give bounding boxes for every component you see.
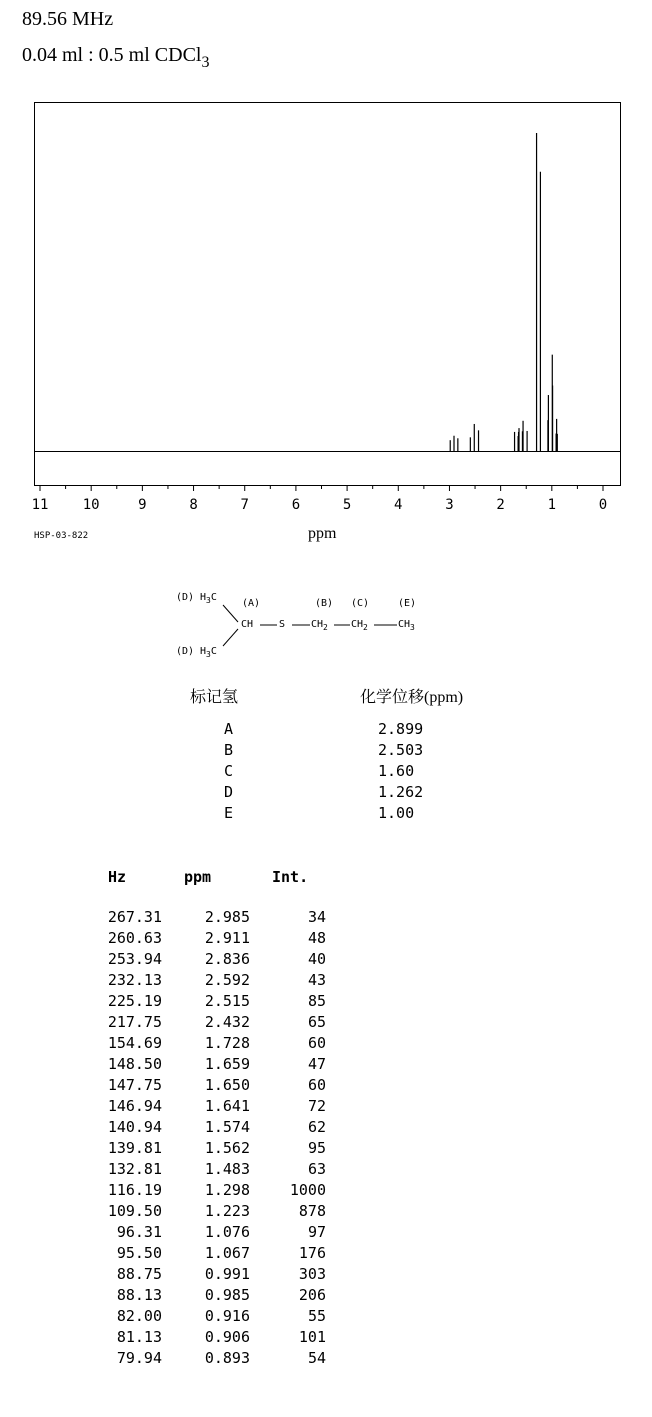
peak-hz: 260.63 <box>107 929 162 947</box>
peak-intensity: 60 <box>307 1076 326 1094</box>
peak-row <box>90 1328 350 1349</box>
peak-ppm: 2.592 <box>204 971 250 989</box>
x-tick-label: 10 <box>82 497 100 513</box>
x-tick-label: 3 <box>445 497 454 513</box>
peak-row <box>90 1244 350 1265</box>
peak-hz: 148.50 <box>107 1055 162 1073</box>
molecule-structure <box>170 588 450 668</box>
methyl-bottom: $H_3C$ <box>200 646 217 659</box>
peak-hz: 217.75 <box>107 1013 162 1031</box>
proton-label: D <box>224 783 234 801</box>
atom-ch2-b: $CH_2$ <box>311 619 328 632</box>
atom-ch3: $CH_3$ <box>398 619 415 632</box>
proton-label: B <box>224 741 234 759</box>
peak-header-ppm: ppm <box>184 868 212 886</box>
peak-row <box>90 1097 350 1118</box>
label-b: (B) <box>315 598 334 609</box>
peak-ppm: 2.836 <box>204 950 250 968</box>
peak-row <box>90 908 350 929</box>
x-tick-label: 4 <box>394 497 403 513</box>
header-chemical-shift: 化学位移(ppm) <box>360 689 464 706</box>
peak-intensity: 60 <box>307 1034 326 1052</box>
x-tick-label: 9 <box>138 497 147 513</box>
solvent-subscript: 3 <box>201 54 210 71</box>
chemical-shift-value: 2.899 <box>378 720 424 738</box>
peak-hz: 88.75 <box>116 1265 162 1283</box>
peak-intensity: 72 <box>307 1097 326 1115</box>
peak-row <box>90 1139 350 1160</box>
atom-ch: CH <box>241 619 254 630</box>
chemical-shift-value: 1.00 <box>378 804 415 822</box>
peak-ppm: 1.562 <box>204 1139 250 1157</box>
peak-hz: 147.75 <box>107 1076 162 1094</box>
peak-ppm: 1.641 <box>204 1097 250 1115</box>
peak-ppm: 0.906 <box>204 1328 250 1346</box>
proton-label: C <box>224 762 234 780</box>
peak-hz: 139.81 <box>107 1139 162 1157</box>
peak-ppm: 0.991 <box>204 1265 250 1283</box>
atom-ch2-c: $CH_2$ <box>351 619 368 632</box>
spectrum-peaks <box>450 133 557 451</box>
peak-hz: 253.94 <box>107 950 162 968</box>
peak-ppm: 0.985 <box>204 1286 250 1304</box>
peak-ppm: 1.067 <box>204 1244 250 1262</box>
peak-ppm: 2.911 <box>204 929 250 947</box>
peak-header-hz: Hz <box>108 868 127 886</box>
atom-s: S <box>279 619 286 630</box>
peak-intensity: 176 <box>298 1244 326 1262</box>
peak-ppm: 2.515 <box>204 992 250 1010</box>
x-tick-label: 1 <box>547 497 557 513</box>
assignment-row <box>180 762 500 783</box>
peak-row <box>90 1055 350 1076</box>
peak-hz: 79.94 <box>116 1349 162 1367</box>
peak-ppm: 1.728 <box>204 1034 250 1052</box>
peak-row <box>90 992 350 1013</box>
peak-header-int: Int. <box>272 868 309 886</box>
peak-intensity: 1000 <box>289 1181 326 1199</box>
peak-ppm: 0.893 <box>204 1349 250 1367</box>
peak-hz: 88.13 <box>116 1286 162 1304</box>
peak-ppm: 1.574 <box>204 1118 250 1136</box>
x-tick-label: 11 <box>31 497 49 513</box>
peak-ppm: 1.659 <box>204 1055 250 1073</box>
x-axis-label: ppm <box>308 525 337 542</box>
peak-hz: 95.50 <box>116 1244 162 1262</box>
peak-hz: 146.94 <box>107 1097 162 1115</box>
bond-top-methyl <box>223 605 238 622</box>
sample-code: HSP-03-822 <box>34 531 89 541</box>
peak-row <box>90 1013 350 1034</box>
peak-hz: 154.69 <box>107 1034 162 1052</box>
label-a: (A) <box>242 598 261 609</box>
peak-hz: 96.31 <box>116 1223 162 1241</box>
peak-row <box>90 1349 350 1370</box>
x-tick-label: 6 <box>291 497 301 513</box>
peak-hz: 232.13 <box>107 971 162 989</box>
spectrometer-frequency: 89.56 MHz <box>22 8 114 30</box>
peak-intensity: 34 <box>307 908 326 926</box>
peak-intensity: 40 <box>307 950 326 968</box>
peak-row <box>90 929 350 950</box>
peak-intensity: 55 <box>307 1307 326 1325</box>
peak-ppm: 1.298 <box>204 1181 250 1199</box>
peak-intensity: 43 <box>307 971 326 989</box>
peak-row <box>90 1076 350 1097</box>
peak-row <box>90 950 350 971</box>
peak-hz: 82.00 <box>116 1307 162 1325</box>
chemical-shift-value: 1.60 <box>378 762 415 780</box>
peak-ppm: 1.650 <box>204 1076 250 1094</box>
assignment-row <box>180 741 500 762</box>
x-tick-label: 5 <box>342 497 352 513</box>
plot-frame <box>35 103 621 486</box>
label-c: (C) <box>351 598 370 609</box>
peak-intensity: 54 <box>307 1349 326 1367</box>
peak-hz: 132.81 <box>107 1160 162 1178</box>
peak-intensity: 47 <box>307 1055 326 1073</box>
peak-hz: 267.31 <box>107 908 162 926</box>
peak-row <box>90 1118 350 1139</box>
proton-label: A <box>224 720 234 738</box>
solvent-text: 0.04 ml : 0.5 ml CDCl <box>22 44 202 66</box>
peak-row <box>90 1265 350 1286</box>
methyl-top: $H_3C$ <box>200 592 217 605</box>
peak-intensity: 878 <box>298 1202 326 1220</box>
peak-row <box>90 1034 350 1055</box>
x-tick-label: 0 <box>598 497 608 513</box>
bond-bottom-methyl <box>223 629 238 646</box>
peak-ppm: 2.432 <box>204 1013 250 1031</box>
peak-intensity: 95 <box>307 1139 326 1157</box>
peak-intensity: 62 <box>307 1118 326 1136</box>
peak-intensity: 97 <box>307 1223 326 1241</box>
peak-row <box>90 1160 350 1181</box>
peak-intensity: 65 <box>307 1013 326 1031</box>
peak-intensity: 303 <box>298 1265 326 1283</box>
header-proton-label: 标记氢 <box>190 689 239 706</box>
peak-row <box>90 971 350 992</box>
peak-intensity: 101 <box>298 1328 326 1346</box>
peak-intensity: 85 <box>307 992 326 1010</box>
peak-ppm: 1.483 <box>204 1160 250 1178</box>
peak-ppm: 0.916 <box>204 1307 250 1325</box>
proton-label: E <box>224 804 234 822</box>
peak-ppm: 1.223 <box>204 1202 250 1220</box>
label-d-bottom: (D) <box>176 646 195 657</box>
peak-hz: 225.19 <box>107 992 162 1010</box>
peak-intensity: 48 <box>307 929 326 947</box>
peak-row <box>90 1286 350 1307</box>
assignment-row <box>180 783 500 804</box>
x-tick-label: 7 <box>240 497 249 513</box>
x-tick-label: 2 <box>496 497 505 513</box>
peak-hz: 81.13 <box>116 1328 162 1346</box>
peak-row <box>90 1202 350 1223</box>
assignment-row <box>180 720 500 741</box>
peak-intensity: 63 <box>307 1160 326 1178</box>
peak-row <box>90 1223 350 1244</box>
peak-row <box>90 1181 350 1202</box>
assignment-table <box>180 684 500 824</box>
peak-hz: 140.94 <box>107 1118 162 1136</box>
chemical-shift-value: 2.503 <box>378 741 424 759</box>
label-e: (E) <box>398 598 417 609</box>
peak-hz: 109.50 <box>107 1202 162 1220</box>
nmr-spectrum-chart <box>0 0 652 520</box>
peak-ppm: 2.985 <box>204 908 250 926</box>
chemical-shift-value: 1.262 <box>378 783 424 801</box>
label-d-top: (D) <box>176 592 195 603</box>
x-tick-label: 8 <box>189 497 198 513</box>
peak-intensity: 206 <box>298 1286 326 1304</box>
peak-row <box>90 1307 350 1328</box>
peak-hz: 116.19 <box>107 1181 162 1199</box>
peak-ppm: 1.076 <box>204 1223 250 1241</box>
assignment-row <box>180 804 500 825</box>
